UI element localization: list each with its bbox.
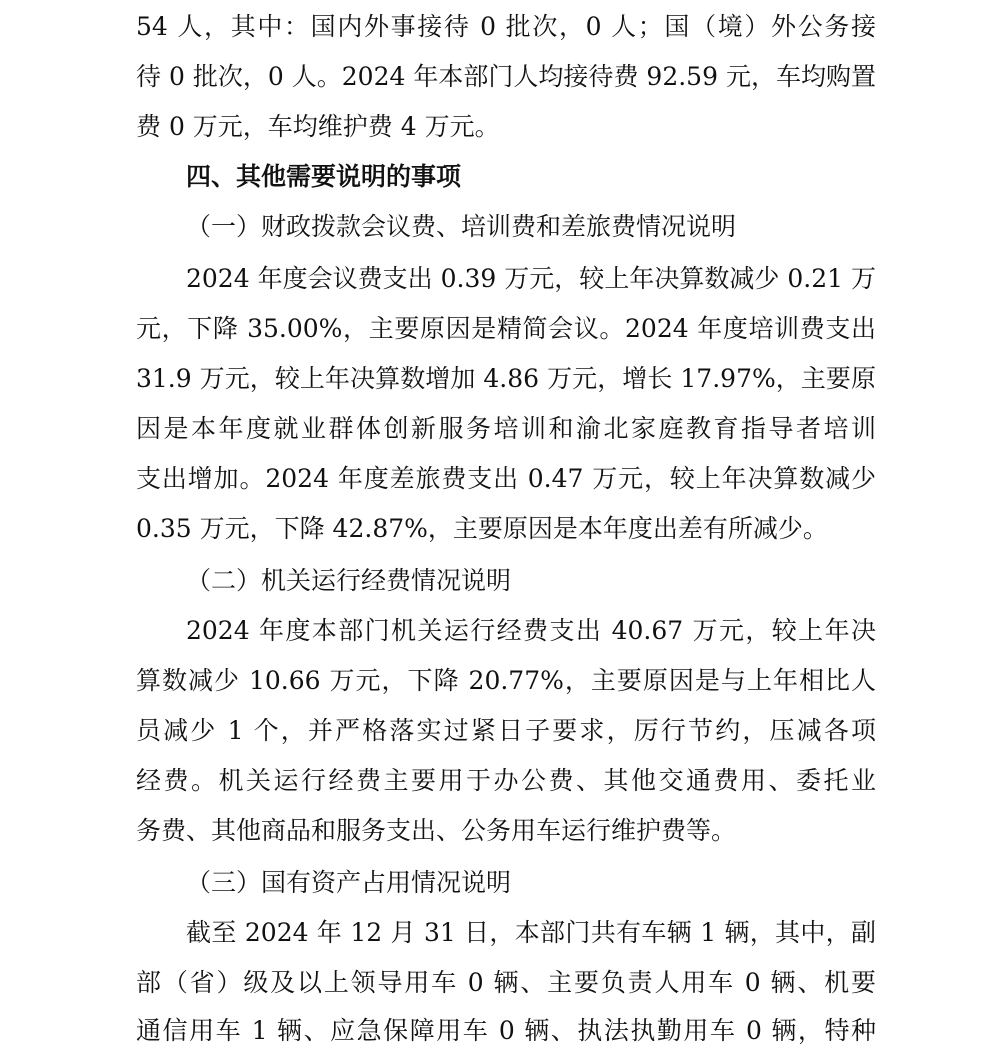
paragraph-line: 经费。机关运行经费主要用于办公费、其他交通费用、委托业 xyxy=(136,766,876,795)
paragraph-line: 支出增加。2024 年度差旅费支出 0.47 万元，较上年决算数减少 xyxy=(136,464,876,493)
paragraph-line: 通信用车 1 辆、应急保障用车 0 辆、执法执勤用车 0 辆，特种 xyxy=(136,1016,876,1045)
paragraph-line: 员减少 1 个，并严格落实过紧日子要求，厉行节约，压减各项 xyxy=(136,716,876,745)
paragraph-line: 待 0 批次，0 人。2024 年本部门人均接待费 92.59 元，车均购置 xyxy=(136,62,876,91)
paragraph-line: 2024 年度会议费支出 0.39 万元，较上年决算数减少 0.21 万 xyxy=(186,264,876,293)
section-heading: 四、其他需要说明的事项 xyxy=(186,162,462,191)
paragraph-line: 部（省）级及以上领导用车 0 辆、主要负责人用车 0 辆、机要 xyxy=(136,968,876,997)
paragraph-line: 因是本年度就业群体创新服务培训和渝北家庭教育指导者培训 xyxy=(136,414,876,443)
subsection-heading: （三）国有资产占用情况说明 xyxy=(186,868,512,897)
paragraph-line: 算数减少 10.66 万元，下降 20.77%，主要原因是与上年相比人 xyxy=(136,666,876,695)
paragraph-line: 54 人，其中：国内外事接待 0 批次，0 人；国（境）外公务接 xyxy=(136,12,876,41)
paragraph-line: 2024 年度本部门机关运行经费支出 40.67 万元，较上年决 xyxy=(186,616,876,645)
paragraph-line: 务费、其他商品和服务支出、公务用车运行维护费等。 xyxy=(136,816,737,845)
paragraph-line: 31.9 万元，较上年决算数增加 4.86 万元，增长 17.97%，主要原 xyxy=(136,364,876,393)
paragraph-line: 费 0 万元，车均维护费 4 万元。 xyxy=(136,112,500,141)
paragraph-line: 元，下降 35.00%，主要原因是精简会议。2024 年度培训费支出 xyxy=(136,314,876,343)
subsection-heading: （一）财政拨款会议费、培训费和差旅费情况说明 xyxy=(186,212,737,241)
paragraph-line: 0.35 万元，下降 42.87%，主要原因是本年度出差有所减少。 xyxy=(136,514,828,543)
subsection-heading: （二）机关运行经费情况说明 xyxy=(186,566,512,595)
paragraph-line: 截至 2024 年 12 月 31 日，本部门共有车辆 1 辆，其中，副 xyxy=(186,918,876,947)
